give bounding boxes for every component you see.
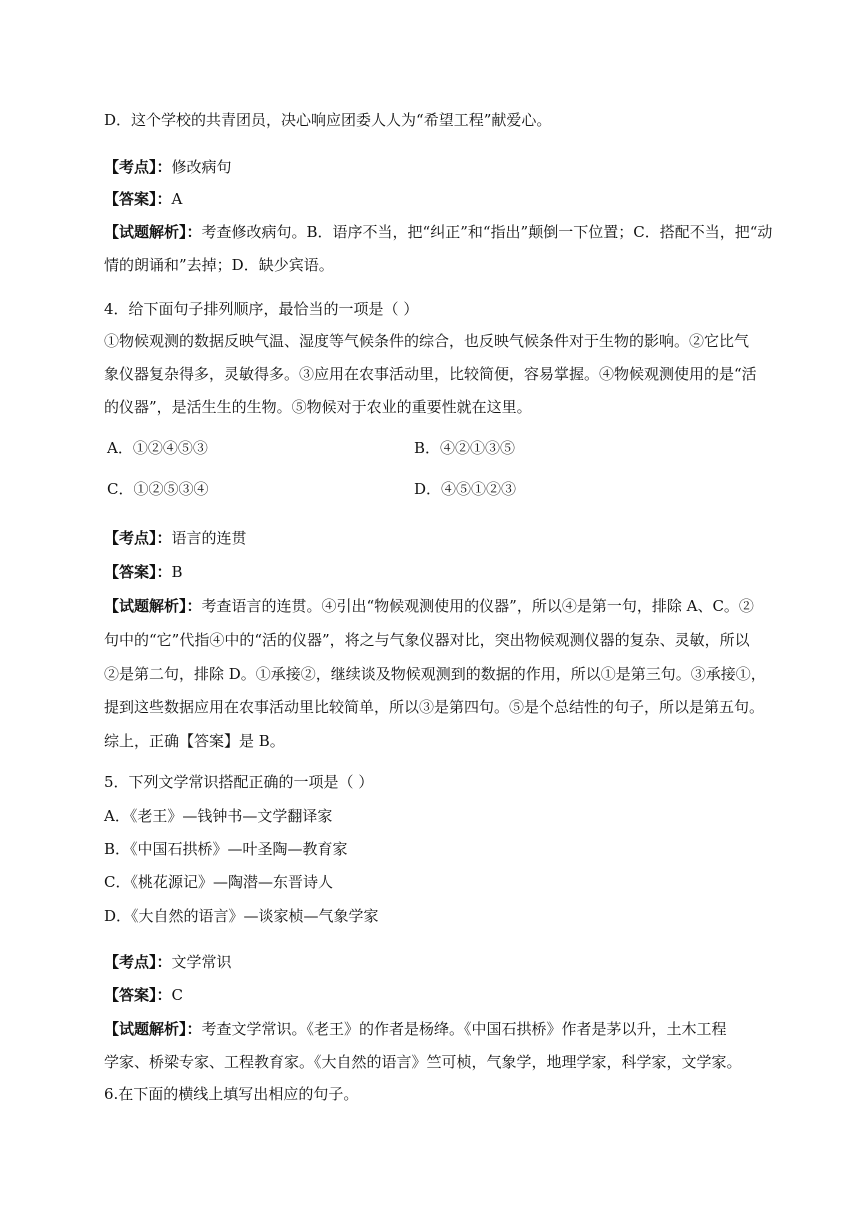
q5-option-b: B．《中国石拱桥》—叶圣陶—教育家 (104, 840, 348, 858)
kaodian-label: 【考点】： (104, 158, 172, 176)
q5-option-c: C．《桃花源记》—陶潜—东晋诗人 (104, 873, 333, 891)
q5-answer (104, 985, 183, 1005)
kaodian-value: 文学常识 (171, 953, 232, 971)
q5-option-d: D．《大自然的语言》—谈家桢—气象学家 (104, 907, 379, 925)
q4-passage-line-2: 象仪器复杂得多，灵敏得多。③应用在农事活动里，比较简便，容易掌握。④物候观测使用的是“活 (104, 365, 757, 383)
q4-option-b: B．④②①③⑤ (414, 439, 516, 457)
q4-analysis-line-5: 综上，正确【答案】是 B。 (104, 732, 285, 750)
q3-option-d: D．这个学校的共青团员，决心响应团委人人为“希望工程”献爱心。 (104, 111, 552, 129)
analysis-text: 考查文学常识。《老王》的作者是杨绛。《中国石拱桥》作者是茅以升，土木工程 (201, 1020, 727, 1038)
answer-value: C (171, 986, 183, 1004)
analysis-text: 考查修改病句。B．语序不当，把“纠正”和“指出”颠倒一下位置；C．搭配不当，把“动 (201, 223, 773, 241)
q4-analysis-line-3: ②是第二句，排除 D。①承接②，继续谈及物候观测到的数据的作用，所以①是第三句。③承接①， (104, 665, 766, 683)
q5-analysis-line-2: 学家、桥梁专家、工程教育家。《大自然的语言》竺可桢，气象学，地理学家，科学家，文学家。 (104, 1053, 742, 1071)
q4-stem: 4．给下面句子排列顺序，最恰当的一项是（ ） (104, 300, 419, 318)
q4-option-c: C．①②⑤③④ (107, 480, 209, 498)
q4-analysis-line-1 (104, 596, 754, 616)
q5-stem: 5．下列文学常识搭配正确的一项是（ ） (104, 773, 374, 791)
q4-analysis-line-2: 句中的“它”代指④中的“活的仪器”，将之与气象仪器对比，突出物候观测仪器的复杂、灵敏，所以 (104, 631, 750, 649)
answer-value: B (171, 563, 183, 581)
answer-label: 【答案】： (104, 190, 172, 208)
q3-kaodian (104, 157, 232, 177)
answer-label: 【答案】： (104, 986, 172, 1004)
q3-answer (104, 189, 182, 209)
q4-answer (104, 562, 183, 582)
q4-option-d: D．④⑤①②③ (414, 480, 517, 498)
analysis-label: 【试题解析】： (104, 1020, 202, 1038)
answer-label: 【答案】： (104, 563, 172, 581)
kaodian-value: 修改病句 (171, 158, 232, 176)
kaodian-value: 语言的连贯 (171, 529, 247, 547)
analysis-text: 考查语言的连贯。④引出“物候观测使用的仪器”，所以④是第一句，排除 A、C。② (201, 597, 754, 615)
q6-stem: 6.在下面的横线上填写出相应的句子。 (104, 1085, 359, 1103)
q3-analysis-line-2: 情的朗诵和”去掉；D．缺少宾语。 (104, 256, 334, 274)
analysis-label: 【试题解析】： (104, 223, 202, 241)
q4-option-a: A．①②④⑤③ (107, 439, 208, 457)
q4-passage-line-3: 的仪器”，是活生生的生物。⑤物候对于农业的重要性就在这里。 (104, 398, 532, 416)
q5-kaodian (104, 952, 232, 972)
q4-analysis-line-4: 提到这些数据应用在农事活动里比较简单，所以③是第四句。⑤是个总结性的句子，所以是第五句。 (104, 698, 765, 716)
q4-passage-line-1: ①物候观测的数据反映气温、湿度等气候条件的综合，也反映气候条件对于生物的影响。②它比气 (104, 332, 750, 350)
kaodian-label: 【考点】： (104, 529, 172, 547)
q4-kaodian (104, 528, 247, 548)
analysis-label: 【试题解析】： (104, 597, 202, 615)
answer-value: A (171, 190, 183, 208)
kaodian-label: 【考点】： (104, 953, 172, 971)
q5-analysis-line-1 (104, 1019, 727, 1039)
q3-analysis-line-1 (104, 222, 772, 242)
q5-option-a: A．《老王》—钱钟书—文学翻译家 (104, 807, 333, 825)
